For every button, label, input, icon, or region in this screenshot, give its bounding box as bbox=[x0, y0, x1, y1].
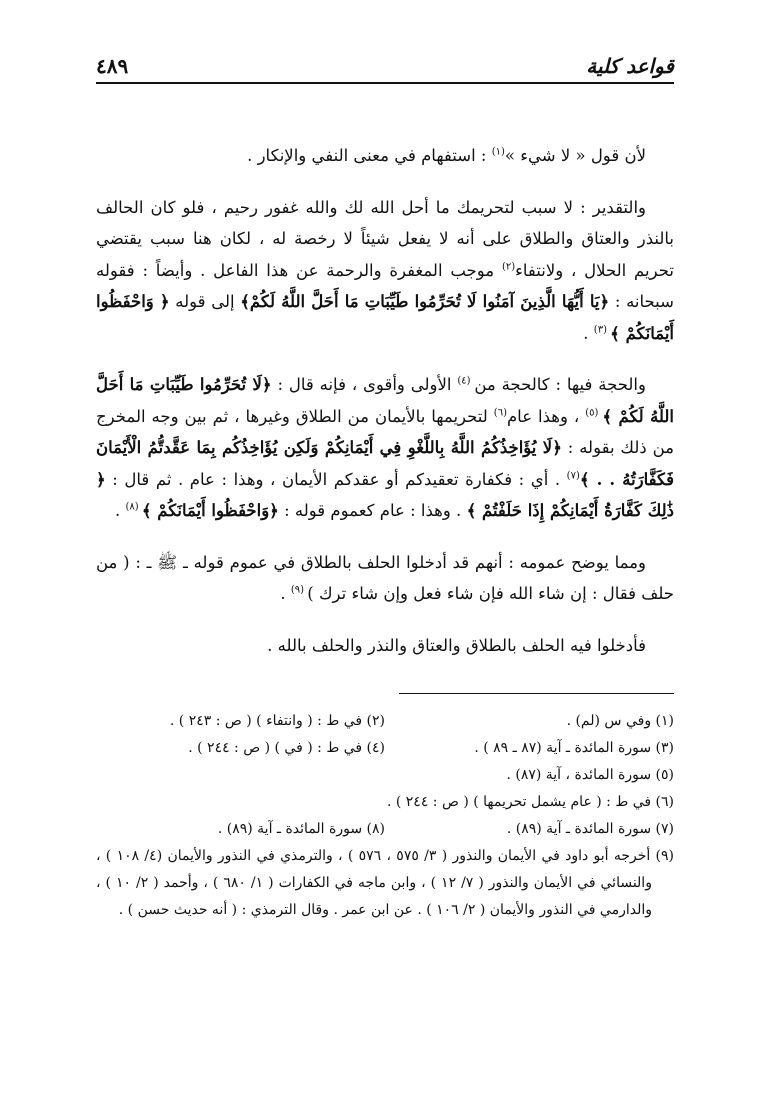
text-run: فأدخلوا فيه الحلف بالطلاق والعتاق والنذر والحلف بالله . bbox=[267, 635, 646, 655]
text-run: موجب المغفرة والرحمة عن هذا الفاعل . وأيضاً : فقوله سبحانه : bbox=[96, 260, 674, 311]
text-run: . أي : فكفارة تعقيدكم أو عقدكم الأيمان ، وهذا : عام . ثم قال : bbox=[105, 469, 567, 489]
footnote-ref: (٤) bbox=[457, 375, 475, 387]
quran-verse: ﴿ ذَٰلِكَ كَفَّارَةُ أَيْمَانِكُمْ إِذَا حَلَفْتُمْ ﴾ bbox=[96, 469, 674, 520]
quran-verse: ﴿لَا يُؤَاخِذُكُمُ اللَّهُ بِاللَّغْوِ فِي أَيْمَانِكُمْ وَلَكِن يُؤَاخِذُكُم بِمَا عَقَّدتُّمُ الْأَيْمَانَ فَكَفَّارَتُهُ . . ﴾ bbox=[96, 438, 674, 489]
footnote-9: (٩) أخرجه أبو داود في الأيمان والنذور ( ٣/ ٥٧٥ ، ٥٧٦ ) ، والترمذي في النذور والأيمان (٤/ ١٠٨ ) ، والنسائي في الأيمان والنذور ( ٧/ ١٢ ) ، وابن ماجه في الكفارات ( ١/ ٦٨٠ ) ، وأحمد ( ٢/ ١٠ ) ، والدارمي في النذور والأيمان ( ٢/ ١٠٦ ) . عن ابن عمر . وقال الترمذي : ( أنه حديث حسن ) . bbox=[96, 848, 675, 918]
paragraph-4 bbox=[96, 547, 674, 610]
running-title: قواعد كلية bbox=[586, 54, 674, 78]
text-run: والتقدير : لا سبب لتحريمك ما أحل الله لك والله غفور رحيم ، فلو كان الحالف بالنذر والعتاق والطلاق على أنه لا يفعل شيئاً لا رخصة له ، لكان هنا سبب يقتضي تحريم الحلال ، ولانتفاء bbox=[96, 197, 674, 280]
footnote-row bbox=[96, 735, 674, 762]
text-run: . bbox=[280, 584, 291, 603]
footnote-3: (٣) سورة المائدة ـ آية (٨٧ ـ ٨٩ ) . bbox=[474, 740, 674, 756]
footnote-ref: (٥) bbox=[585, 407, 603, 418]
footnote-ref: (٩) bbox=[290, 584, 308, 596]
text-run: إلى قوله bbox=[169, 292, 241, 311]
paragraph-3 bbox=[96, 369, 674, 527]
header-rule bbox=[96, 82, 674, 84]
footnote-6: (٦) في ط : ( عام يشمل تحريمها ) ( ص : ٢٤٤ ) . bbox=[386, 794, 674, 810]
footnote-1: (١) وفي س (لم) . bbox=[566, 713, 674, 729]
footnotes bbox=[96, 708, 674, 924]
text-run: لتحريمها بالأيمان من الطلاق وغيرها ، ثم بين وجه المخرج من ذلك بقوله : bbox=[96, 406, 675, 457]
text-run: . وهذا : عام كعموم قوله : bbox=[278, 501, 467, 520]
quran-verse: ﴿وَاحْفَظُوا أَيْمَانَكُمْ ﴾ bbox=[141, 501, 279, 520]
footnote-ref: (٨) bbox=[125, 501, 142, 513]
quran-verse: ﴿لَا تُحَرِّمُوا طَيِّبَاتِ مَا أَحَلَّ اللَّهُ لَكُمْ ﴾ bbox=[96, 375, 674, 426]
footnote-2: (٢) في ط : ( وانتفاء ) ( ص : ٢٤٣ ) . bbox=[169, 713, 385, 729]
footnote-8: (٨) سورة المائدة ـ آية (٨٩) . bbox=[217, 821, 385, 837]
quran-verse: ﴿يَا أَيُّهَا الَّذِينَ آمَنُوا لَا تُحَرِّمُوا طَيِّبَاتِ مَا أَحَلَّ اللَّهُ لَكُمْ﴾ bbox=[240, 292, 610, 311]
footnote-4: (٤) في ط : ( في ) ( ص : ٢٤٤ ) . bbox=[188, 740, 385, 756]
footnote-separator bbox=[399, 693, 674, 694]
quran-verse: ﴿ وَاحْفَظُوا أَيْمَانَكُمْ ﴾ bbox=[96, 292, 674, 343]
footnote-ref: (١) bbox=[491, 146, 505, 158]
text-run: ومما يوضح عمومه : أنهم قد أدخلوا الحلف بالطلاق في عموم قوله ـ ﷺ ـ : ( من حلف فقال : إن شاء الله فإن شاء فعل وإن شاء ترك ) bbox=[96, 552, 674, 603]
footnote-row bbox=[96, 708, 674, 735]
footnote-ref: (٧) bbox=[566, 470, 580, 481]
paragraph-5 bbox=[96, 630, 674, 662]
text-run: : استفهام في معنى النفي والإنكار . bbox=[247, 146, 492, 165]
text-run: الأولى وأقوى ، فإنه قال : bbox=[271, 375, 458, 394]
footnote-ref: (٢) bbox=[501, 261, 516, 272]
footnote-ref: (٣) bbox=[593, 324, 611, 335]
body-text bbox=[96, 140, 674, 661]
footnote-row bbox=[96, 816, 674, 843]
page-number: ٤٨٩ bbox=[96, 54, 129, 78]
page-header bbox=[96, 44, 674, 78]
text-run: والحجة فيها : كالحجة من bbox=[474, 375, 646, 394]
footnote-7: (٧) سورة المائدة ـ آية (٨٩) . bbox=[506, 821, 674, 837]
text-run: لأن قول « لا شيء » bbox=[504, 146, 646, 165]
paragraph-1 bbox=[96, 140, 674, 172]
paragraph-2 bbox=[96, 192, 674, 350]
text-run: ، وهذا عام bbox=[506, 406, 586, 426]
footnote-ref: (٦) bbox=[493, 407, 507, 418]
text-run: . bbox=[114, 501, 126, 520]
text-run: . bbox=[583, 323, 594, 343]
footnote-5: (٥) سورة المائدة ، آية (٨٧) . bbox=[506, 767, 674, 783]
